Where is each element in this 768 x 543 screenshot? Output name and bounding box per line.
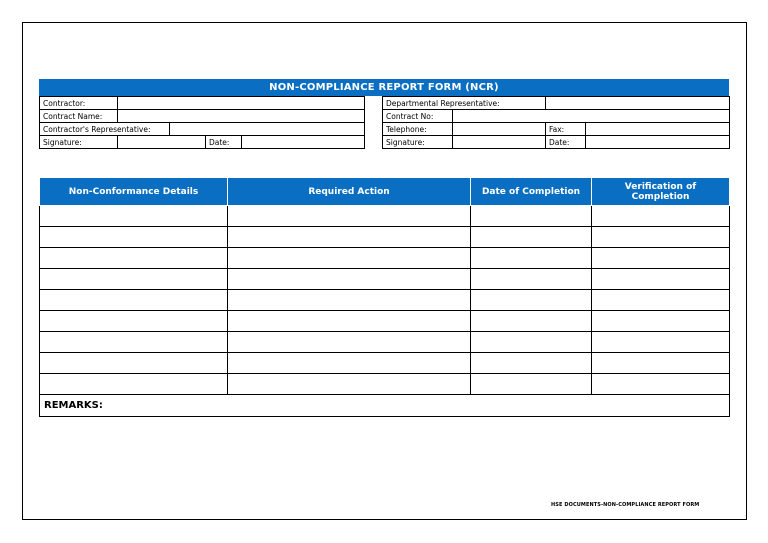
verification-cell[interactable] (592, 332, 730, 353)
required-action-cell[interactable] (228, 353, 471, 374)
telephone-field[interactable] (453, 123, 546, 136)
table-row (40, 290, 730, 311)
contract-name-field[interactable] (118, 110, 365, 123)
table-row (40, 311, 730, 332)
telephone-label: Telephone: (383, 123, 453, 136)
contractor-info-table (39, 96, 365, 149)
date-of-completion-cell[interactable] (471, 353, 592, 374)
verification-cell[interactable] (592, 311, 730, 332)
header-date-of-completion: Date of Completion (471, 178, 592, 206)
contract-no-label: Contract No: (383, 110, 453, 123)
date-of-completion-cell[interactable] (471, 206, 592, 227)
nonconformance-details-cell[interactable] (40, 206, 228, 227)
verification-cell[interactable] (592, 269, 730, 290)
contractor-date-label: Date: (206, 136, 242, 149)
verification-cell[interactable] (592, 353, 730, 374)
dept-rep-label: Departmental Representative: (383, 97, 546, 110)
contract-no-field[interactable] (453, 110, 730, 123)
verification-cell[interactable] (592, 227, 730, 248)
required-action-cell[interactable] (228, 374, 471, 395)
header-required-action: Required Action (228, 178, 471, 206)
remarks-label: REMARKS: (44, 400, 103, 411)
department-info-table (382, 96, 730, 149)
required-action-cell[interactable] (228, 248, 471, 269)
nonconformance-details-cell[interactable] (40, 248, 228, 269)
dept-signature-label: Signature: (383, 136, 453, 149)
contractor-signature-label: Signature: (40, 136, 118, 149)
table-row (40, 269, 730, 290)
nonconformance-table-body (40, 206, 730, 395)
date-of-completion-cell[interactable] (471, 269, 592, 290)
required-action-cell[interactable] (228, 269, 471, 290)
remarks-field[interactable] (40, 395, 730, 417)
nonconformance-details-cell[interactable] (40, 353, 228, 374)
nonconformance-details-cell[interactable] (40, 227, 228, 248)
dept-date-field[interactable] (586, 136, 730, 149)
table-row (40, 227, 730, 248)
date-of-completion-cell[interactable] (471, 374, 592, 395)
required-action-cell[interactable] (228, 332, 471, 353)
contractor-rep-field[interactable] (170, 123, 365, 136)
verification-cell[interactable] (592, 290, 730, 311)
table-row (40, 374, 730, 395)
dept-rep-field[interactable] (546, 97, 730, 110)
date-of-completion-cell[interactable] (471, 290, 592, 311)
fax-label: Fax: (546, 123, 586, 136)
table-row (40, 353, 730, 374)
contractor-date-field[interactable] (242, 136, 365, 149)
table-row (40, 206, 730, 227)
dept-date-label: Date: (546, 136, 586, 149)
contractor-rep-label: Contractor's Representative: (40, 123, 170, 136)
header-nonconformance-details: Non-Conformance Details (40, 178, 228, 206)
contractor-signature-field[interactable] (118, 136, 206, 149)
nonconformance-details-cell[interactable] (40, 269, 228, 290)
date-of-completion-cell[interactable] (471, 227, 592, 248)
dept-signature-field[interactable] (453, 136, 546, 149)
nonconformance-details-cell[interactable] (40, 374, 228, 395)
required-action-cell[interactable] (228, 311, 471, 332)
contractor-field[interactable] (118, 97, 365, 110)
date-of-completion-cell[interactable] (471, 332, 592, 353)
date-of-completion-cell[interactable] (471, 248, 592, 269)
nonconformance-details-cell[interactable] (40, 311, 228, 332)
nonconformance-details-cell[interactable] (40, 332, 228, 353)
verification-cell[interactable] (592, 374, 730, 395)
contractor-label: Contractor: (40, 97, 118, 110)
date-of-completion-cell[interactable] (471, 311, 592, 332)
required-action-cell[interactable] (228, 206, 471, 227)
table-row (40, 332, 730, 353)
required-action-cell[interactable] (228, 227, 471, 248)
form-title: NON-COMPLIANCE REPORT FORM (NCR) (39, 79, 729, 96)
header-verification-of-completion: Verification of Completion (592, 178, 730, 206)
required-action-cell[interactable] (228, 290, 471, 311)
footer-document-label: HSE DOCUMENTS-NON-COMPLIANCE REPORT FORM (551, 502, 700, 508)
nonconformance-details-cell[interactable] (40, 290, 228, 311)
nonconformance-table (39, 177, 730, 417)
contract-name-label: Contract Name: (40, 110, 118, 123)
verification-cell[interactable] (592, 248, 730, 269)
fax-field[interactable] (586, 123, 730, 136)
table-row (40, 248, 730, 269)
verification-cell[interactable] (592, 206, 730, 227)
